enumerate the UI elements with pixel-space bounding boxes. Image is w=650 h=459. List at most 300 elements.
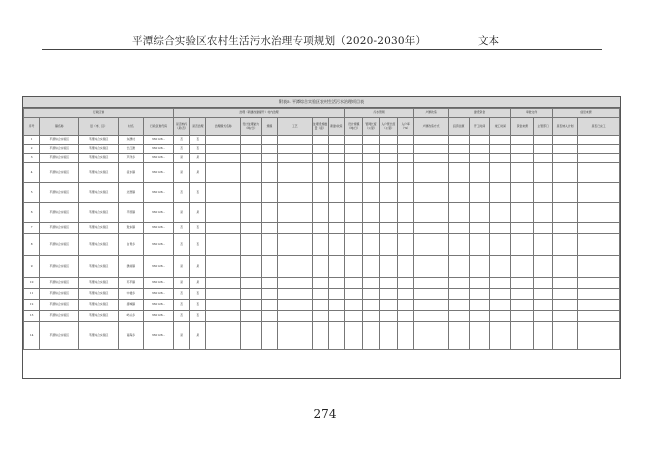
table-cell [552, 223, 577, 234]
table-cell [448, 289, 469, 300]
table-cell: 平潭综合实验区 [79, 203, 118, 223]
table-cell [490, 163, 511, 183]
table-cell [261, 322, 277, 350]
table-cell [490, 234, 511, 256]
table-cell [578, 278, 620, 289]
table-cell: 否 [190, 300, 206, 311]
column-header: 竣工时间 [490, 118, 511, 136]
table-cell [448, 256, 469, 278]
column-header: 是否纳入计划 [552, 118, 577, 136]
table-cell [241, 145, 262, 154]
table-cell [363, 203, 379, 223]
table-cell [363, 183, 379, 203]
table-row [24, 145, 620, 154]
table-cell [363, 136, 379, 145]
table-cell [312, 183, 328, 203]
column-header: 户厕改造方式 [414, 118, 449, 136]
table-cell [241, 311, 262, 322]
table-cell: 350128... [144, 300, 174, 311]
table-cell [312, 256, 328, 278]
table-cell [312, 136, 328, 145]
table-cell: 中楼乡 [118, 289, 143, 300]
table-cell [206, 289, 241, 300]
table-cell [414, 203, 449, 223]
table-row [24, 223, 620, 234]
table-cell [206, 145, 241, 154]
column-header: 资金来源 [511, 118, 534, 136]
table-cell [344, 163, 362, 183]
table-cell [344, 256, 362, 278]
table-cell: 是 [174, 154, 190, 163]
table-cell [511, 234, 534, 256]
table-cell [552, 256, 577, 278]
table-cell [379, 183, 397, 203]
table-cell [312, 322, 328, 350]
table-cell [328, 154, 344, 163]
table-cell: 是 [190, 163, 206, 183]
table-cell [261, 136, 277, 145]
table-row [24, 183, 620, 203]
column-header: 序号 [24, 118, 40, 136]
table-cell [344, 300, 362, 311]
table-cell [328, 322, 344, 350]
table-cell [328, 300, 344, 311]
table-cell [398, 136, 414, 145]
table-cell [206, 136, 241, 145]
table-cell [241, 300, 262, 311]
table-cell [344, 311, 362, 322]
table-cell: 平潭综合实验区 [79, 234, 118, 256]
table-cell [511, 311, 534, 322]
table-cell [363, 311, 379, 322]
table-cell: 芦洋乡 [118, 154, 143, 163]
table-cell: 平潭综合实验区 [40, 300, 79, 311]
table-cell [261, 163, 277, 183]
table-cell: 平潭综合实验区 [79, 145, 118, 154]
table-cell [578, 289, 620, 300]
table-cell [363, 289, 379, 300]
table-cell [363, 300, 379, 311]
table-cell [277, 322, 312, 350]
table-cell [328, 234, 344, 256]
header-rule [42, 49, 602, 50]
table-cell [379, 322, 397, 350]
table-cell [398, 223, 414, 234]
table-cell: 11 [24, 289, 40, 300]
table-cell [414, 278, 449, 289]
table-cell: 350128... [144, 322, 174, 350]
table-cell [552, 289, 577, 300]
table-cell: 否 [190, 136, 206, 145]
table-cell: 5 [24, 183, 40, 203]
table-cell [578, 154, 620, 163]
table-cell [261, 154, 277, 163]
table-cell [552, 154, 577, 163]
table-cell [552, 300, 577, 311]
table-caption: 附表5. 平潭综合实验区农村生活污水治理项目表 [23, 97, 620, 108]
group-header: 审批文件 [511, 109, 553, 118]
table-cell [328, 256, 344, 278]
group-header: 建设资金 [448, 109, 510, 118]
table-cell [469, 256, 490, 278]
table-cell [328, 183, 344, 203]
table-cell [398, 234, 414, 256]
table-cell: 否 [174, 183, 190, 203]
table-cell [490, 223, 511, 234]
table-cell: 6 [24, 203, 40, 223]
table-row [24, 311, 620, 322]
table-cell: 平潭综合实验区 [40, 203, 79, 223]
table-cell: 平潭综合实验区 [79, 300, 118, 311]
table-cell: 平潭综合实验区 [40, 278, 79, 289]
table-cell [511, 154, 534, 163]
table-cell [241, 154, 262, 163]
table-cell [398, 256, 414, 278]
table-cell [363, 223, 379, 234]
table-cell [206, 223, 241, 234]
table-cell [344, 203, 362, 223]
table-cell [414, 289, 449, 300]
table-cell [552, 311, 577, 322]
table-cell: 平潭综合实验区 [79, 256, 118, 278]
table-cell [511, 223, 534, 234]
table-cell [379, 234, 397, 256]
table-cell: 平潭综合实验区 [79, 183, 118, 203]
table-cell [511, 136, 534, 145]
column-header: 设计规模（吨/日） [344, 118, 362, 136]
table-cell [277, 163, 312, 183]
table-row [24, 203, 620, 223]
table-cell [414, 311, 449, 322]
table-cell [312, 163, 328, 183]
table-cell: 平潭综合实验区 [79, 311, 118, 322]
table-row [24, 256, 620, 278]
table-cell [534, 223, 552, 234]
table-cell [261, 203, 277, 223]
table-cell: 否 [190, 234, 206, 256]
table-cell [398, 289, 414, 300]
table-cell: 是 [190, 203, 206, 223]
table-cell: 350128... [144, 203, 174, 223]
table-cell [379, 223, 397, 234]
table-row [24, 163, 620, 183]
column-header: 入户管长度（公里） [379, 118, 397, 136]
table-cell: 7 [24, 223, 40, 234]
table-cell [277, 154, 312, 163]
table-cell [448, 322, 469, 350]
table-cell [312, 300, 328, 311]
table-cell [552, 163, 577, 183]
table-cell [511, 278, 534, 289]
group-header: 治理（新建改建提升）村内治理 [174, 109, 345, 118]
table-cell [448, 234, 469, 256]
table-cell [241, 289, 262, 300]
table-cell: 平潭综合实验区 [79, 278, 118, 289]
table-cell: 8 [24, 234, 40, 256]
table-cell: 350128... [144, 234, 174, 256]
table-cell [328, 203, 344, 223]
table-cell: 是 [190, 278, 206, 289]
table-cell [414, 154, 449, 163]
table-cell: 350128... [144, 183, 174, 203]
table-cell [379, 145, 397, 154]
table-cell: 350128... [144, 289, 174, 300]
table-cell [469, 234, 490, 256]
table-cell [469, 183, 490, 203]
table-cell: 平潭综合实验区 [40, 183, 79, 203]
table-cell [379, 289, 397, 300]
column-header: 管网长度（公里） [363, 118, 379, 136]
table-cell [398, 183, 414, 203]
table-cell [344, 278, 362, 289]
table-cell [578, 300, 620, 311]
table-cell [469, 278, 490, 289]
table-cell [534, 311, 552, 322]
table-cell: 否 [174, 145, 190, 154]
table-row [24, 300, 620, 311]
table-cell [414, 223, 449, 234]
table-cell [448, 154, 469, 163]
table-cell [312, 234, 328, 256]
column-header: 投资总额 [448, 118, 469, 136]
table-cell: 350128... [144, 311, 174, 322]
table-row [24, 322, 620, 350]
table-cell: 是 [190, 256, 206, 278]
column-header: 新建/改造 [328, 118, 344, 136]
table-cell [328, 278, 344, 289]
table-cell [448, 145, 469, 154]
table-cell [277, 145, 312, 154]
table-cell [328, 136, 344, 145]
table-cell [469, 289, 490, 300]
table-cell: 是 [190, 154, 206, 163]
table-cell: 平潭综合实验区 [79, 223, 118, 234]
table-cell [490, 278, 511, 289]
table-cell [511, 145, 534, 154]
table-cell: 14 [24, 322, 40, 350]
column-header: 入户率（%） [398, 118, 414, 136]
table-cell [206, 300, 241, 311]
table-cell [344, 322, 362, 350]
table-cell [277, 256, 312, 278]
column-header: 村名 [118, 118, 143, 136]
table-cell [277, 278, 312, 289]
table-row [24, 154, 620, 163]
table-cell: 10 [24, 278, 40, 289]
table-cell [578, 183, 620, 203]
table-cell: 否 [190, 183, 206, 203]
table-cell: 是 [190, 322, 206, 350]
table-cell [328, 163, 344, 183]
table-cell [206, 311, 241, 322]
table-cell [261, 223, 277, 234]
table-cell [328, 311, 344, 322]
table-cell [241, 278, 262, 289]
table-cell [206, 154, 241, 163]
table-cell: 平潭综合实验区 [79, 289, 118, 300]
table-cell [206, 322, 241, 350]
table-cell: 是 [174, 203, 190, 223]
table-cell [511, 183, 534, 203]
table-cell: 9 [24, 256, 40, 278]
table-cell [448, 136, 469, 145]
table-cell [534, 136, 552, 145]
table-cell [448, 163, 469, 183]
table-cell [469, 145, 490, 154]
table-cell [448, 223, 469, 234]
table-cell [414, 300, 449, 311]
table-cell: 350128... [144, 154, 174, 163]
table-cell: 平潭综合实验区 [40, 289, 79, 300]
table-cell [534, 163, 552, 183]
table-cell [312, 154, 328, 163]
table-cell [511, 256, 534, 278]
table-cell: 平潭综合实验区 [40, 311, 79, 322]
table-cell [277, 300, 312, 311]
table-cell [363, 145, 379, 154]
table-cell [312, 223, 328, 234]
table-cell [534, 300, 552, 311]
table-cell [534, 154, 552, 163]
table-cell: 屿头乡 [118, 311, 143, 322]
table-cell [469, 154, 490, 163]
table-cell: 否 [190, 311, 206, 322]
table-row [24, 234, 620, 256]
table-cell [363, 278, 379, 289]
table-cell: 否 [190, 223, 206, 234]
column-header: 设计处理能力（吨/日） [241, 118, 262, 136]
table-cell [206, 234, 241, 256]
table-cell: 平潭综合实验区 [40, 136, 79, 145]
column-header: 行政区划代码 [144, 118, 174, 136]
table-cell [414, 163, 449, 183]
table-cell [469, 223, 490, 234]
table-cell [363, 163, 379, 183]
table-cell [277, 223, 312, 234]
table-cell [206, 183, 241, 203]
table-cell [490, 136, 511, 145]
table-cell [490, 256, 511, 278]
table-cell: 东澳村 [118, 136, 143, 145]
table-cell [552, 145, 577, 154]
table-cell [534, 278, 552, 289]
column-header: 规模 [261, 118, 277, 136]
table-cell [552, 278, 577, 289]
table-cell [490, 183, 511, 203]
table-cell: 4 [24, 163, 40, 183]
table-cell [490, 300, 511, 311]
table-cell: 平原镇 [118, 203, 143, 223]
table-row [24, 278, 620, 289]
table-cell [398, 322, 414, 350]
table-cell [328, 223, 344, 234]
table-cell [469, 311, 490, 322]
table-cell [534, 145, 552, 154]
table-cell [379, 300, 397, 311]
table-cell [534, 289, 552, 300]
table-cell: 13 [24, 311, 40, 322]
table-cell: 否 [174, 223, 190, 234]
table-cell: 是 [174, 256, 190, 278]
table-cell [511, 289, 534, 300]
table-cell: 否 [174, 234, 190, 256]
table-cell [206, 256, 241, 278]
table-cell [277, 136, 312, 145]
table-cell: 平潭综合实验区 [79, 154, 118, 163]
column-header: 开工时间 [469, 118, 490, 136]
table-cell [414, 183, 449, 203]
table-cell [398, 278, 414, 289]
table-cell [578, 136, 620, 145]
table-cell [261, 256, 277, 278]
table-cell [534, 203, 552, 223]
table-cell [363, 154, 379, 163]
table-cell [363, 256, 379, 278]
table-cell [490, 145, 511, 154]
table-cell [363, 234, 379, 256]
group-header-row [24, 109, 620, 118]
table-cell [469, 322, 490, 350]
table-cell: 否 [174, 311, 190, 322]
table-cell [578, 256, 620, 278]
table-cell [277, 311, 312, 322]
table-cell [379, 163, 397, 183]
table-cell: 350128... [144, 223, 174, 234]
table-cell [398, 154, 414, 163]
table-cell: 是 [174, 163, 190, 183]
table-cell [448, 183, 469, 203]
table-row [24, 289, 620, 300]
table-cell [398, 203, 414, 223]
table-cell: 平潭综合实验区 [40, 322, 79, 350]
page-number: 274 [313, 407, 337, 421]
table-cell [261, 300, 277, 311]
table-cell [398, 311, 414, 322]
table-cell [414, 145, 449, 154]
table-cell: 苏平镇 [118, 278, 143, 289]
table-cell: 平潭综合实验区 [79, 322, 118, 350]
table-cell [578, 322, 620, 350]
table-cell [312, 203, 328, 223]
table-cell [414, 234, 449, 256]
table-cell: 平潭综合实验区 [40, 163, 79, 183]
table-cell: 平潭综合实验区 [40, 145, 79, 154]
table-cell [578, 311, 620, 322]
table-cell [328, 289, 344, 300]
group-header: 行政区划 [24, 109, 174, 118]
table-cell [277, 203, 312, 223]
table-cell [261, 278, 277, 289]
column-header: 工艺 [277, 118, 312, 136]
table-cell: 平潭综合实验区 [79, 136, 118, 145]
group-header: 户厕改造 [414, 109, 449, 118]
table-cell [344, 289, 362, 300]
table-cell: 否 [174, 136, 190, 145]
column-header: 主管部门 [534, 118, 552, 136]
table-cell [261, 145, 277, 154]
table-cell [469, 203, 490, 223]
table-cell [241, 136, 262, 145]
table-cell [469, 136, 490, 145]
table-cell [552, 183, 577, 203]
column-header: 是否纳污（是/否） [174, 118, 190, 136]
table-cell [534, 256, 552, 278]
table-cell [241, 183, 262, 203]
table-cell [578, 163, 620, 183]
table-cell: 是 [174, 278, 190, 289]
table-cell [534, 234, 552, 256]
table-cell [414, 136, 449, 145]
